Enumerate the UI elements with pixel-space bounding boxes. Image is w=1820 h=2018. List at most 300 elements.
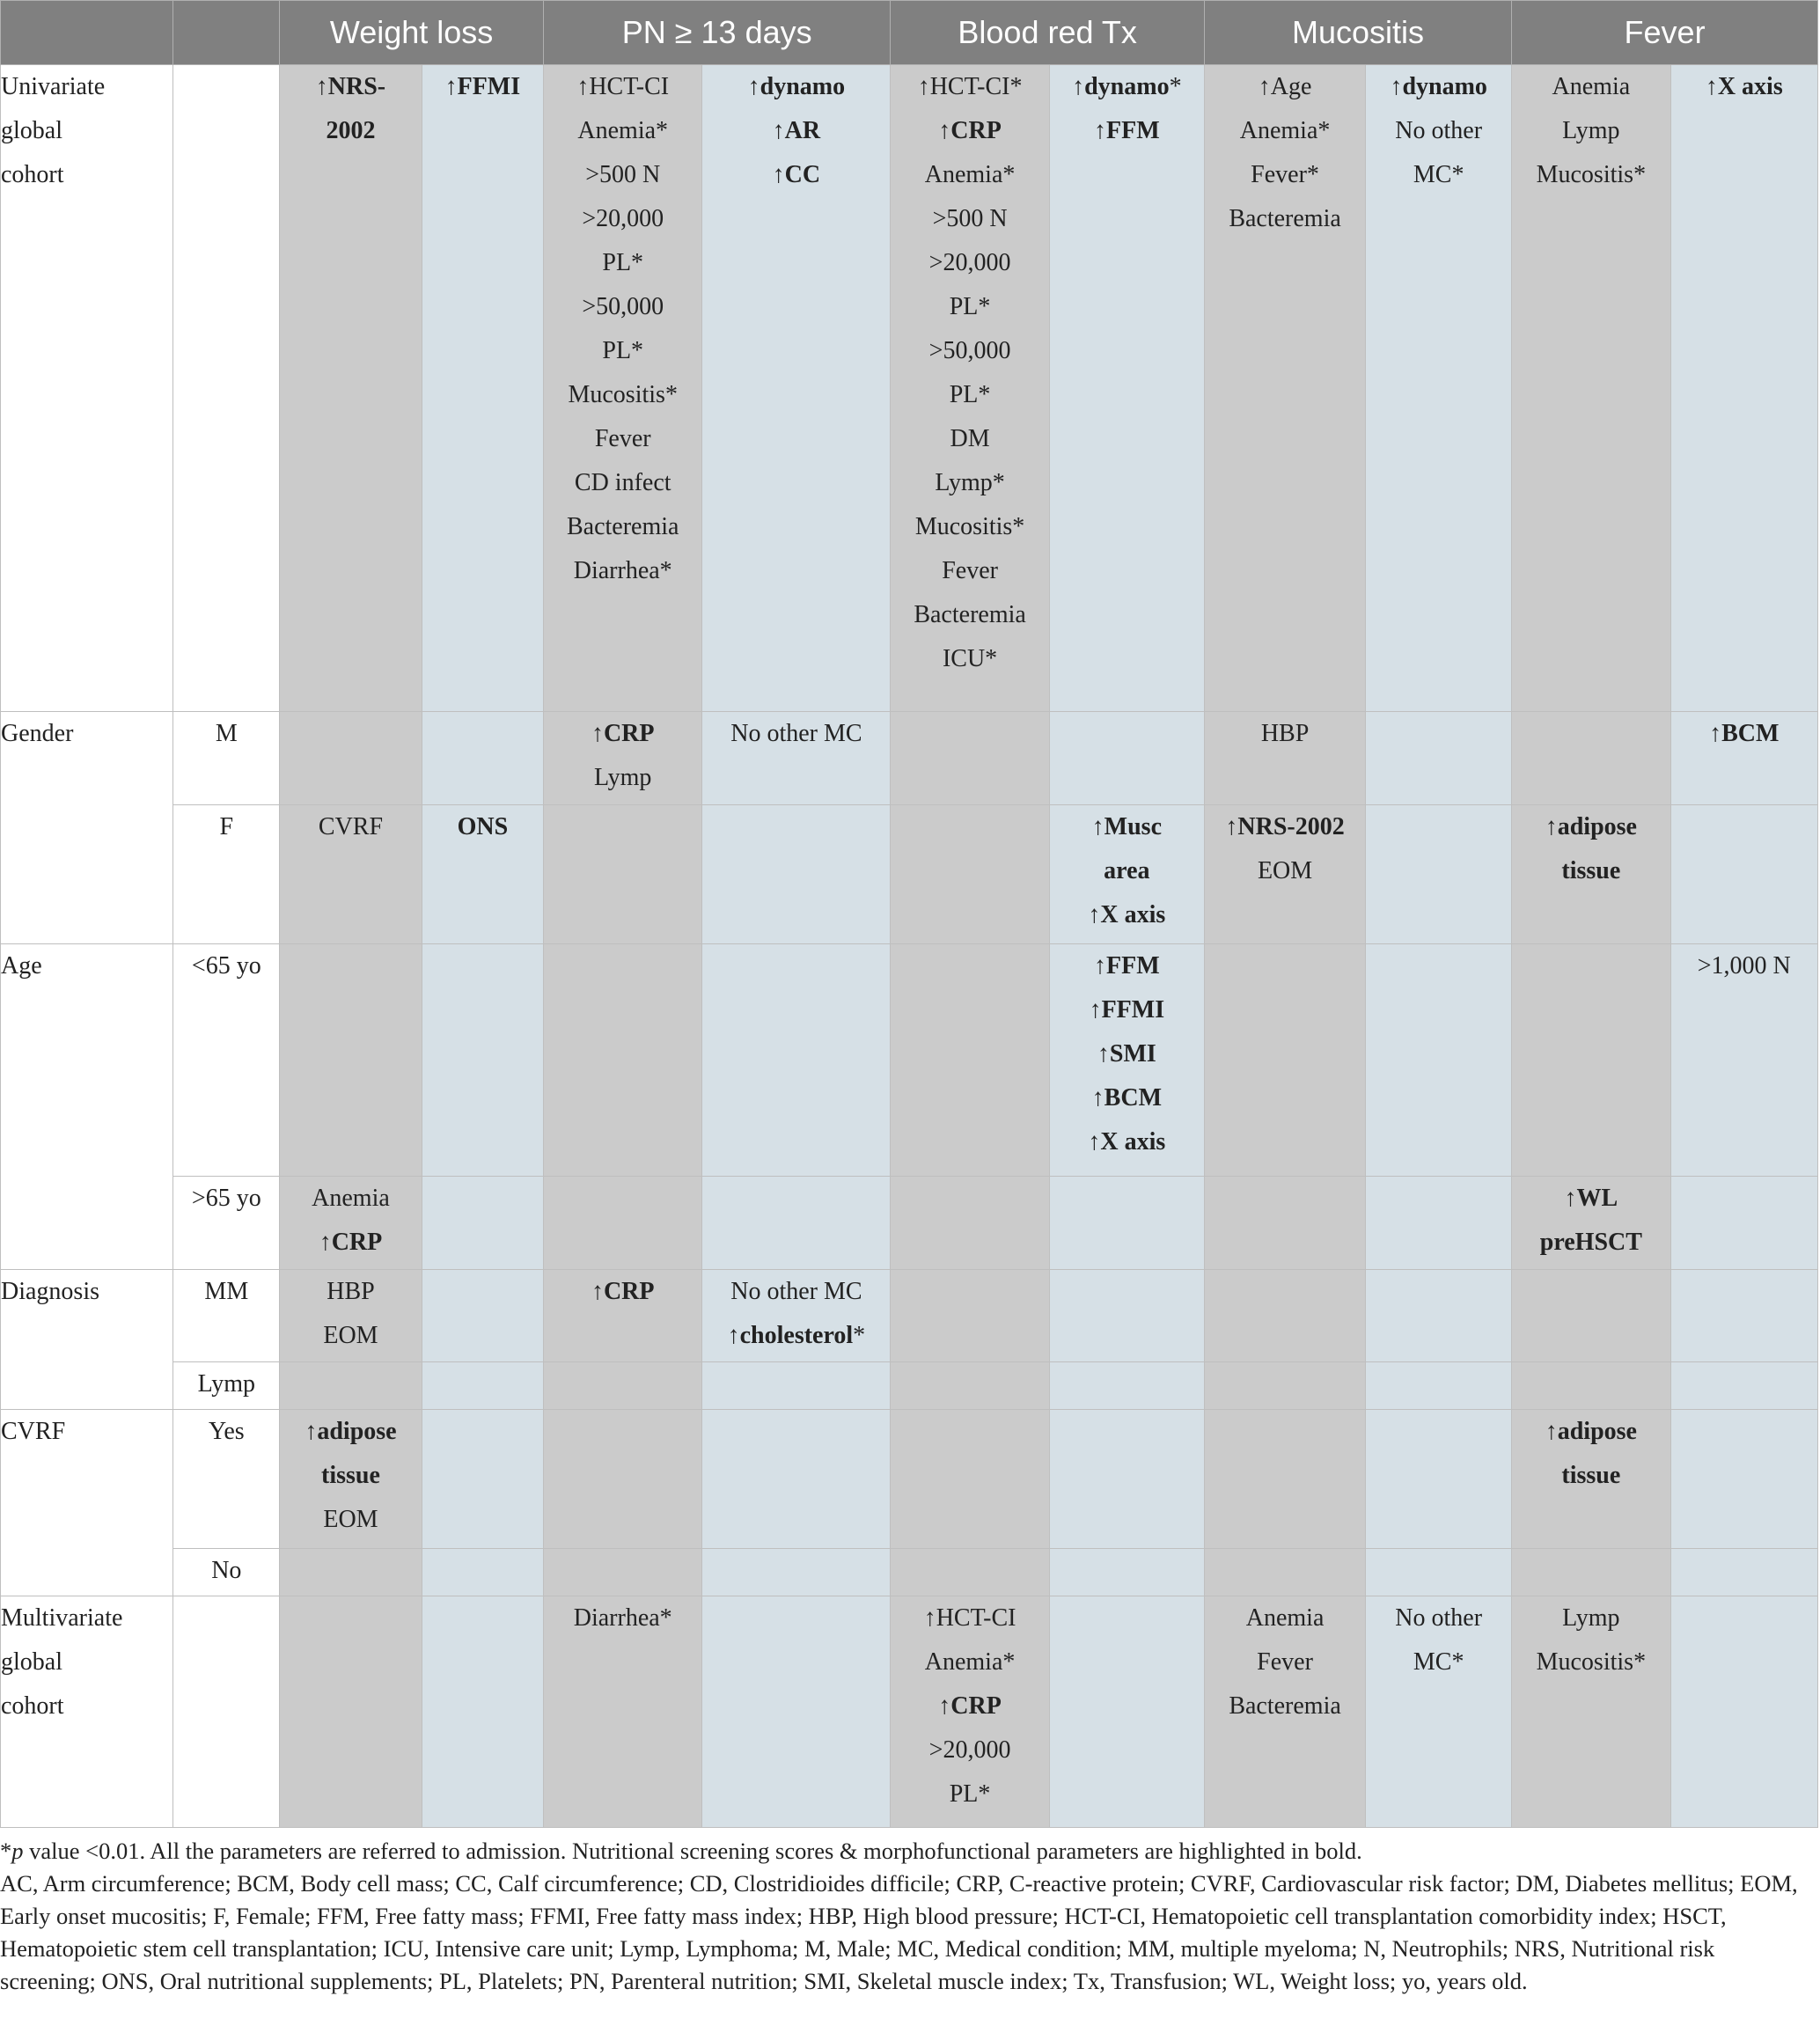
cell-text: Fever xyxy=(1257,1647,1313,1676)
data-cell xyxy=(1204,944,1365,1176)
data-cell xyxy=(702,1176,891,1269)
cell-line xyxy=(1050,1076,1204,1120)
cell-text: ↑SMI xyxy=(1097,1040,1156,1068)
row-subgroup-cell: M xyxy=(173,712,280,805)
table-footnotes xyxy=(0,1835,1809,1998)
header-blood-red-tx: Blood red Tx xyxy=(891,1,1205,65)
cell-text: ↑HCT-CI xyxy=(576,73,670,100)
cell-text: No other xyxy=(1395,1603,1483,1632)
data-cell xyxy=(1049,805,1204,944)
cell-line xyxy=(1205,109,1365,153)
data-cell xyxy=(702,1549,891,1596)
data-cell xyxy=(1204,1596,1365,1827)
data-cell xyxy=(422,944,543,1176)
cell-text: Anemia* xyxy=(577,117,669,144)
cell-line xyxy=(1205,712,1365,756)
cell-line xyxy=(1205,805,1365,849)
data-cell xyxy=(544,1362,702,1409)
cell-line xyxy=(544,329,701,373)
data-cell xyxy=(1512,712,1670,805)
cell-text: Fever* xyxy=(1251,161,1319,188)
cell-line xyxy=(891,1640,1048,1684)
cell-text: Lymp* xyxy=(935,469,1005,496)
cell-line xyxy=(891,637,1048,681)
cell-text: >500 N xyxy=(585,161,661,188)
data-cell xyxy=(1670,1362,1817,1409)
row-subgroup-cell: <65 yo xyxy=(173,944,280,1176)
data-cell xyxy=(891,805,1049,944)
cell-text: ↑NRS-2002 xyxy=(1225,813,1345,841)
row-subgroup-cell: F xyxy=(173,805,280,944)
row-subgroup-cell xyxy=(173,1596,280,1827)
data-cell xyxy=(422,1409,543,1548)
cell-line xyxy=(1050,109,1204,153)
cell-line xyxy=(544,417,701,461)
cell-text: ↑CRP xyxy=(938,117,1002,144)
cell-line xyxy=(891,1596,1048,1640)
data-cell xyxy=(1049,1362,1204,1409)
cell-text: ↑adipose xyxy=(305,1417,397,1445)
cell-text: Mucositis* xyxy=(568,381,678,408)
table-row xyxy=(1,944,1818,1176)
data-cell xyxy=(280,65,422,712)
table-row xyxy=(1,712,1818,805)
cell-text: PL* xyxy=(602,249,644,276)
cell-line xyxy=(280,1221,422,1265)
data-cell xyxy=(891,1549,1049,1596)
table-row xyxy=(1,1269,1818,1362)
cell-text: ↑HCT-CI* xyxy=(917,73,1023,100)
data-cell xyxy=(1049,1269,1204,1362)
cell-line xyxy=(1512,109,1670,153)
data-cell xyxy=(702,944,891,1176)
data-cell xyxy=(1670,1549,1817,1596)
data-cell xyxy=(1512,805,1670,944)
header-pn-13-days: PN ≥ 13 days xyxy=(544,1,891,65)
data-cell xyxy=(1204,65,1365,712)
data-cell xyxy=(1512,1269,1670,1362)
data-cell xyxy=(1512,1409,1670,1548)
data-cell xyxy=(422,1269,543,1362)
cell-line xyxy=(1205,65,1365,109)
data-cell xyxy=(544,1269,702,1362)
cell-line xyxy=(1671,944,1817,988)
table-row xyxy=(1,805,1818,944)
cell-text: ↑HCT-CI xyxy=(923,1603,1016,1632)
cell-line xyxy=(891,1684,1048,1728)
cell-line xyxy=(544,285,701,329)
cell-text: * xyxy=(853,1321,866,1349)
data-cell xyxy=(891,944,1049,1176)
cell-line xyxy=(1512,1640,1670,1684)
table-row xyxy=(1,1409,1818,1548)
data-cell xyxy=(422,1596,543,1827)
cell-line xyxy=(702,65,890,109)
data-cell xyxy=(1366,712,1512,805)
cell-line xyxy=(280,1270,422,1314)
footnote-abbreviations: AC, Arm circumference; BCM, Body cell mass; CC, Calf circumference; CD, Clostridioides difficile; CRP, C-reactive protein; CVRF, Cardiovascular risk factor; DM, Diabetes mellitus; EOM, Early onset mucositis; F, Female; FFM, Free fatty mass; FFMI, Free fatty mass index; HBP, High blood pressure; HCT-CI, Hematopoietic cell transplantation comorbidity index; HSCT, Hematopoietic stem cell transplantation; ICU, Intensive care unit; Lymp, Lymphoma; M, Male; MC, Medical condition; MM, multiple myeloma; N, Neutrophils; NRS, Nutritional risk screening; ONS, Oral nutritional supplements; PL, Platelets; PN, Parenteral nutrition; SMI, Skeletal muscle index; Tx, Transfusion; WL, Weight loss; yo, years old. xyxy=(0,1870,1798,1994)
header-cell-empty-2 xyxy=(173,1,280,65)
data-cell xyxy=(1366,805,1512,944)
header-fever: Fever xyxy=(1512,1,1818,65)
data-cell xyxy=(1366,1549,1512,1596)
cell-text: ↑Age xyxy=(1258,73,1312,100)
cell-text: ↑adipose xyxy=(1545,1417,1637,1445)
data-cell xyxy=(702,65,891,712)
data-cell xyxy=(1204,1549,1365,1596)
row-subgroup-cell: MM xyxy=(173,1269,280,1362)
table-row xyxy=(1,1549,1818,1596)
cell-line xyxy=(544,712,701,756)
cell-line xyxy=(1512,1596,1670,1640)
data-cell xyxy=(280,1549,422,1596)
cell-line xyxy=(1205,1684,1365,1728)
data-cell xyxy=(544,1409,702,1548)
cell-line xyxy=(891,329,1048,373)
row-label-text: CVRF xyxy=(1,1417,66,1445)
data-cell xyxy=(422,805,543,944)
cell-line xyxy=(544,549,701,593)
cell-line xyxy=(702,153,890,197)
header-weight-loss: Weight loss xyxy=(280,1,544,65)
data-cell xyxy=(1204,712,1365,805)
cell-text: ↑FFMI xyxy=(1089,996,1165,1024)
data-cell xyxy=(1049,1596,1204,1827)
data-cell xyxy=(544,1176,702,1269)
data-cell xyxy=(422,1176,543,1269)
cell-text: PL* xyxy=(949,293,991,320)
cell-line xyxy=(1671,65,1817,109)
cell-text: Anemia xyxy=(312,1184,390,1212)
cell-text: CD infect xyxy=(574,469,671,496)
cell-text: Bacteremia xyxy=(1229,1691,1341,1720)
cell-line xyxy=(280,109,422,153)
data-cell xyxy=(1366,65,1512,712)
data-cell xyxy=(544,65,702,712)
data-cell xyxy=(1366,1596,1512,1827)
data-cell xyxy=(702,1596,891,1827)
table-row xyxy=(1,65,1818,712)
cell-line xyxy=(280,1454,422,1498)
row-subgroup-cell: Yes xyxy=(173,1409,280,1548)
cell-line xyxy=(702,1314,890,1358)
data-cell xyxy=(702,805,891,944)
row-label-text: Age xyxy=(1,952,42,980)
cell-line xyxy=(1512,153,1670,197)
row-subgroup-cell: Lymp xyxy=(173,1362,280,1409)
cell-text: MC* xyxy=(1413,1647,1464,1676)
cell-line xyxy=(544,153,701,197)
data-cell xyxy=(1670,1269,1817,1362)
data-cell xyxy=(1670,65,1817,712)
data-cell xyxy=(1049,1409,1204,1548)
data-cell xyxy=(1670,944,1817,1176)
cell-line xyxy=(1050,1120,1204,1164)
data-cell xyxy=(280,712,422,805)
cell-line xyxy=(280,805,422,849)
data-cell xyxy=(891,1596,1049,1827)
cell-text: Mucositis* xyxy=(1536,161,1647,188)
cell-text: tissue xyxy=(321,1461,380,1489)
data-cell xyxy=(1204,805,1365,944)
data-cell xyxy=(544,1596,702,1827)
cell-line xyxy=(1512,1454,1670,1498)
cell-line xyxy=(1366,1640,1511,1684)
cell-text: EOM xyxy=(1257,857,1313,885)
row-subgroup-cell: No xyxy=(173,1549,280,1596)
cell-line xyxy=(280,1410,422,1454)
cell-line xyxy=(544,1596,701,1640)
cell-text: ↑CRP xyxy=(591,1277,655,1305)
cell-line xyxy=(1512,65,1670,109)
cell-line xyxy=(1671,712,1817,756)
footnote-significance xyxy=(0,1835,1809,1868)
cell-text: ONS xyxy=(457,813,509,841)
cell-line xyxy=(544,461,701,505)
data-cell xyxy=(1512,1596,1670,1827)
cell-text: Bacteremia xyxy=(566,513,679,540)
cell-text: >1,000 N xyxy=(1697,952,1791,980)
data-cell xyxy=(544,1549,702,1596)
data-cell xyxy=(544,712,702,805)
table-row xyxy=(1,1176,1818,1269)
cell-line xyxy=(891,593,1048,637)
data-cell xyxy=(1204,1362,1365,1409)
cell-text: >20,000 xyxy=(582,205,664,232)
cell-line xyxy=(1205,1596,1365,1640)
header-mucositis: Mucositis xyxy=(1204,1,1511,65)
data-cell xyxy=(280,805,422,944)
cell-text: PL* xyxy=(602,337,644,364)
cell-line xyxy=(1050,65,1204,109)
cell-line xyxy=(1205,849,1365,893)
data-cell xyxy=(1049,1176,1204,1269)
cell-line xyxy=(702,1270,890,1314)
cell-line xyxy=(544,505,701,549)
cell-line xyxy=(544,756,701,800)
data-cell xyxy=(1512,1176,1670,1269)
header-cell-empty-1 xyxy=(1,1,173,65)
data-cell xyxy=(1049,65,1204,712)
cell-text: EOM xyxy=(323,1321,378,1349)
cell-line xyxy=(891,109,1048,153)
cell-text: >20,000 xyxy=(928,249,1011,276)
row-label-text: Gender xyxy=(1,720,74,748)
cell-line xyxy=(544,373,701,417)
data-cell xyxy=(702,1409,891,1548)
cell-text: ↑CRP xyxy=(319,1228,383,1256)
data-cell xyxy=(1670,805,1817,944)
cell-line xyxy=(891,241,1048,285)
data-cell xyxy=(280,1269,422,1362)
cell-text: ↑CRP xyxy=(591,720,655,748)
cell-text: ↑X axis xyxy=(1705,73,1783,100)
cell-line xyxy=(891,197,1048,241)
data-cell xyxy=(1204,1409,1365,1548)
cell-line xyxy=(1205,197,1365,241)
cell-text: Anemia xyxy=(1552,73,1631,100)
cell-text: ↑X axis xyxy=(1088,1128,1166,1156)
data-cell xyxy=(1366,1269,1512,1362)
table-row xyxy=(1,1596,1818,1827)
data-cell xyxy=(422,712,543,805)
cell-text: Lymp xyxy=(1562,1603,1620,1632)
cell-text: Mucositis* xyxy=(1536,1647,1647,1676)
cell-text: MC* xyxy=(1413,161,1464,188)
cell-text: PL* xyxy=(949,381,991,408)
data-cell xyxy=(1512,1362,1670,1409)
row-group-label xyxy=(1,1409,173,1596)
cell-text: tissue xyxy=(1561,857,1621,885)
cell-line xyxy=(1366,153,1511,197)
cell-text: ↑CC xyxy=(772,161,821,188)
cell-line xyxy=(702,712,890,756)
cell-text: >20,000 xyxy=(928,1735,1011,1764)
cell-line xyxy=(544,65,701,109)
cell-line xyxy=(891,285,1048,329)
cell-text: Anemia* xyxy=(924,1647,1016,1676)
data-cell xyxy=(891,65,1049,712)
cell-text: ↑NRS- xyxy=(315,73,386,100)
cell-line xyxy=(280,1498,422,1542)
row-label-text: Multivariate global cohort xyxy=(1,1603,123,1720)
data-cell xyxy=(1670,1409,1817,1548)
cell-line xyxy=(1512,1410,1670,1454)
cell-line xyxy=(891,1772,1048,1816)
data-cell xyxy=(1204,1269,1365,1362)
cell-text: ↑FFM xyxy=(1094,117,1160,144)
cell-text: tissue xyxy=(1561,1461,1621,1489)
data-cell xyxy=(1049,944,1204,1176)
data-cell xyxy=(544,944,702,1176)
cell-text: ↑WL xyxy=(1564,1184,1618,1212)
data-cell xyxy=(422,65,543,712)
data-cell xyxy=(1670,712,1817,805)
cell-text: Diarrhea* xyxy=(573,557,672,584)
cell-text: preHSCT xyxy=(1539,1228,1642,1256)
cell-text: Fever xyxy=(942,557,998,584)
row-group-label xyxy=(1,944,173,1269)
cell-text: 2002 xyxy=(326,117,376,144)
cell-line xyxy=(422,805,543,849)
cell-line xyxy=(544,197,701,241)
row-subgroup-cell xyxy=(173,65,280,712)
row-group-label xyxy=(1,712,173,944)
cell-text: No other MC xyxy=(730,1277,862,1305)
cell-text: DM xyxy=(950,425,990,452)
data-cell xyxy=(702,1362,891,1409)
cell-text: CVRF xyxy=(318,813,384,841)
cell-line xyxy=(1050,849,1204,893)
data-cell xyxy=(891,1409,1049,1548)
cell-line xyxy=(1050,944,1204,988)
cell-text: >50,000 xyxy=(928,337,1011,364)
cell-text: ↑X axis xyxy=(1088,901,1166,929)
cell-text: No other xyxy=(1395,117,1483,144)
cell-text: ↑dynamo xyxy=(1072,73,1170,100)
row-label-text: Diagnosis xyxy=(1,1277,99,1305)
cell-line xyxy=(1512,1221,1670,1265)
footnote-p-symbol: p xyxy=(11,1838,24,1864)
cell-line xyxy=(1050,988,1204,1032)
cell-text: Lymp xyxy=(594,764,652,792)
cell-line xyxy=(544,1270,701,1314)
cell-text: >500 N xyxy=(932,205,1008,232)
row-group-label xyxy=(1,65,173,712)
data-cell xyxy=(891,1362,1049,1409)
data-cell xyxy=(891,1176,1049,1269)
data-cell xyxy=(280,1409,422,1548)
cell-text: ↑FFMI xyxy=(444,73,521,100)
data-cell xyxy=(702,1269,891,1362)
data-cell xyxy=(280,1362,422,1409)
cell-text: ↑FFM xyxy=(1094,952,1160,980)
cell-line xyxy=(1366,65,1511,109)
cell-text: ↑dynamo xyxy=(1390,73,1487,100)
cell-text: Bacteremia xyxy=(1229,205,1341,232)
cell-text: ↑adipose xyxy=(1545,813,1637,841)
cell-text: HBP xyxy=(1260,720,1310,748)
cell-text: Bacteremia xyxy=(914,601,1026,628)
cell-text: No other MC xyxy=(730,720,862,748)
cell-line xyxy=(1512,849,1670,893)
cell-text: PL* xyxy=(949,1780,991,1808)
data-cell xyxy=(1049,1549,1204,1596)
cell-text: * xyxy=(1169,73,1182,100)
cell-text: ↑BCM xyxy=(1709,720,1780,748)
data-cell xyxy=(544,805,702,944)
cell-line xyxy=(891,65,1048,109)
data-cell xyxy=(422,1549,543,1596)
cell-line xyxy=(422,65,543,109)
cell-text: Anemia* xyxy=(1239,117,1331,144)
cell-line xyxy=(1050,1032,1204,1076)
data-cell xyxy=(1366,944,1512,1176)
cell-text: ↑BCM xyxy=(1091,1084,1162,1112)
cell-text: Lymp xyxy=(1562,117,1620,144)
data-cell xyxy=(1366,1176,1512,1269)
cell-line xyxy=(702,109,890,153)
cell-line xyxy=(1050,893,1204,937)
data-cell xyxy=(1512,1549,1670,1596)
footnote-asterisk: * xyxy=(0,1838,12,1864)
row-group-label xyxy=(1,1596,173,1827)
cell-line xyxy=(1512,1177,1670,1221)
cell-line xyxy=(1050,805,1204,849)
cell-line xyxy=(891,153,1048,197)
cell-line xyxy=(280,65,422,109)
cell-line xyxy=(1205,1640,1365,1684)
cell-line xyxy=(544,109,701,153)
data-cell xyxy=(1512,65,1670,712)
cell-line xyxy=(1366,1596,1511,1640)
data-cell xyxy=(1049,712,1204,805)
cell-text: HBP xyxy=(327,1277,375,1305)
cell-line xyxy=(544,241,701,285)
cell-text: >50,000 xyxy=(582,293,664,320)
cell-text: EOM xyxy=(323,1505,378,1533)
cell-text: ↑AR xyxy=(772,117,821,144)
footnote-significance-text: value <0.01. All the parameters are referred to admission. Nutritional screening scores & morphofunctional parameters are highlighted in bold. xyxy=(23,1838,1362,1864)
cell-line xyxy=(891,1728,1048,1772)
data-cell xyxy=(891,712,1049,805)
cell-line xyxy=(891,417,1048,461)
cell-text: Anemia* xyxy=(924,161,1016,188)
cell-line xyxy=(1366,109,1511,153)
cell-text: ↑CRP xyxy=(938,1691,1002,1720)
data-cell xyxy=(1204,1176,1365,1269)
cell-text: Fever xyxy=(594,425,651,452)
